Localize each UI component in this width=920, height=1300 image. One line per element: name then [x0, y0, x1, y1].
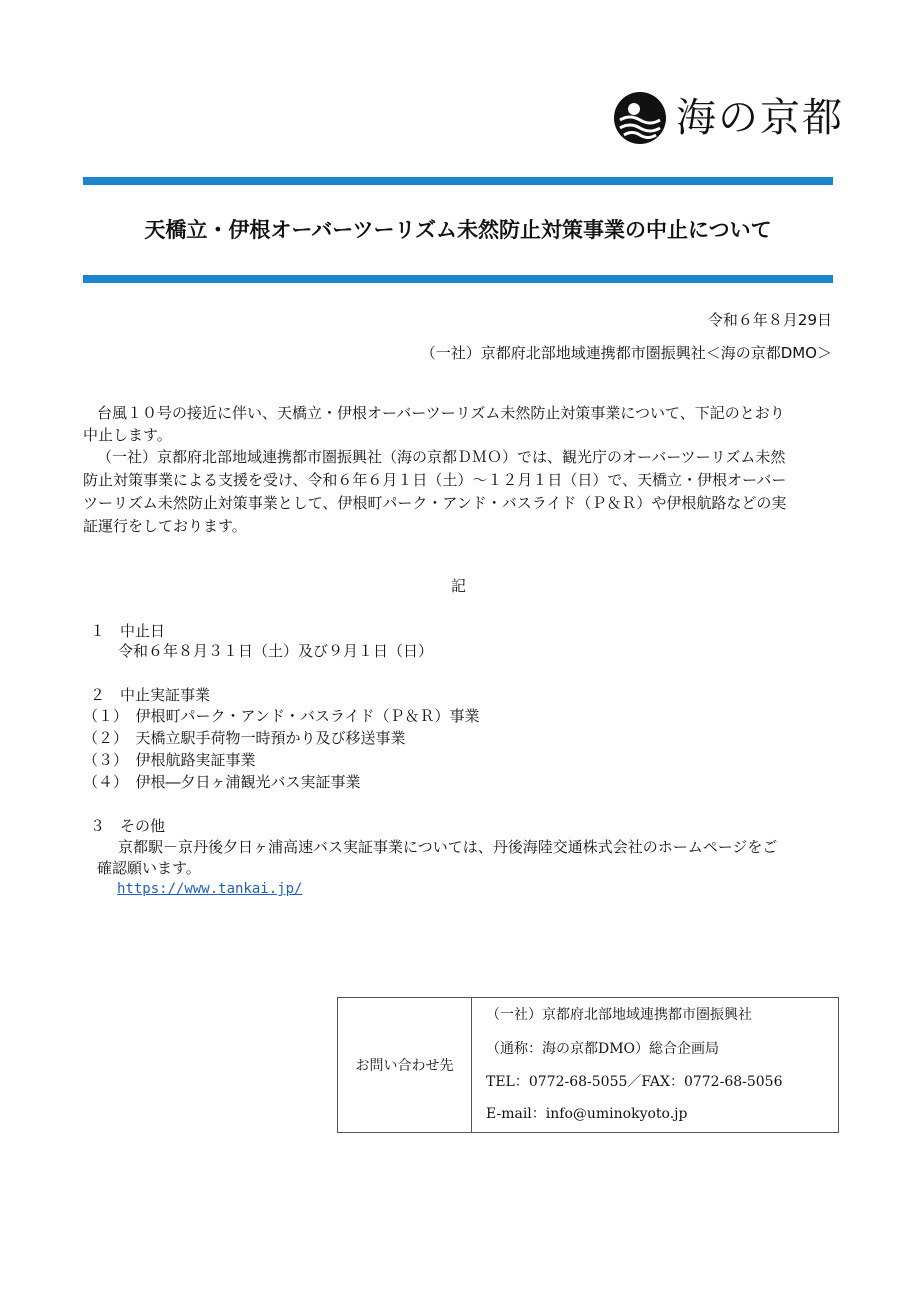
section-1-body: 令和６年８月３１日（土）及び９月１日（日） [118, 642, 434, 660]
intro-line: （一社）京都府北部地域連携都市圏振興社（海の京都ＤＭＯ）では、観光庁のオーバーツーリズム未然 [97, 448, 786, 466]
section-3-line: 京都駅－京丹後夕日ヶ浦高速バス実証事業については、丹後海陸交通株式会社のホームページをご [118, 838, 778, 856]
section-2-item: （１） 伊根町パーク・アンド・バスライド（Ｐ＆Ｒ）事業 [83, 707, 480, 725]
section-2-item: （３） 伊根航路実証事業 [83, 751, 256, 769]
tankai-homepage-link[interactable]: https://www.tankai.jp/ [117, 881, 303, 897]
top-blue-rule [83, 177, 833, 185]
contact-line: （一社）京都府北部地域連携都市圏振興社 [486, 1007, 752, 1023]
section-3-line: 確認願います。 [97, 859, 201, 877]
intro-line: ツーリズム未然防止対策事業として、伊根町パーク・アンド・バスライド（Ｐ＆Ｒ）や伊根航路などの実 [83, 494, 787, 512]
logo-text: 海の京都 [676, 95, 844, 141]
intro-line: 中止します。 [83, 426, 172, 444]
contact-box [337, 997, 839, 1133]
ki-heading: 記 [451, 577, 467, 595]
intro-line: 証運行をしております。 [83, 517, 247, 535]
date-line: 令和６年８月29日 [707, 311, 832, 329]
bottom-blue-rule [83, 275, 833, 283]
umi-no-kyoto-logo-icon [612, 90, 668, 146]
section-2-item: （４） 伊根―夕日ヶ浦観光バス実証事業 [83, 773, 361, 791]
page-title: 天橋立・伊根オーバーツーリズム未然防止対策事業の中止について [144, 218, 772, 242]
section-3-heading: ３ その他 [90, 817, 166, 835]
section-2-item: （２） 天橋立駅手荷物一時預かり及び移送事業 [83, 729, 406, 747]
contact-email: E-mail：info@uminokyoto.jp [486, 1106, 688, 1122]
section-2-heading: ２ 中止実証事業 [90, 686, 211, 704]
contact-line: （通称：海の京都DMO）総合企画局 [486, 1041, 720, 1057]
issuer-line: （一社）京都府北部地域連携都市圏振興社＜海の京都DMO＞ [420, 344, 832, 362]
intro-line: 台風１０号の接近に伴い、天橋立・伊根オーバーツーリズム未然防止対策事業について、下記のとおり [97, 404, 785, 422]
contact-label: お問い合わせ先 [338, 998, 472, 1132]
section-1-heading: １ 中止日 [90, 622, 166, 640]
intro-line: 防止対策事業による支援を受け、令和６年６月１日（土）～１２月１日（日）で、天橋立・伊根オーバー [83, 471, 787, 489]
contact-phone-fax: TEL：0772-68-5055／FAX：0772-68-5056 [486, 1074, 783, 1090]
umi-no-kyoto-logo [612, 88, 842, 152]
